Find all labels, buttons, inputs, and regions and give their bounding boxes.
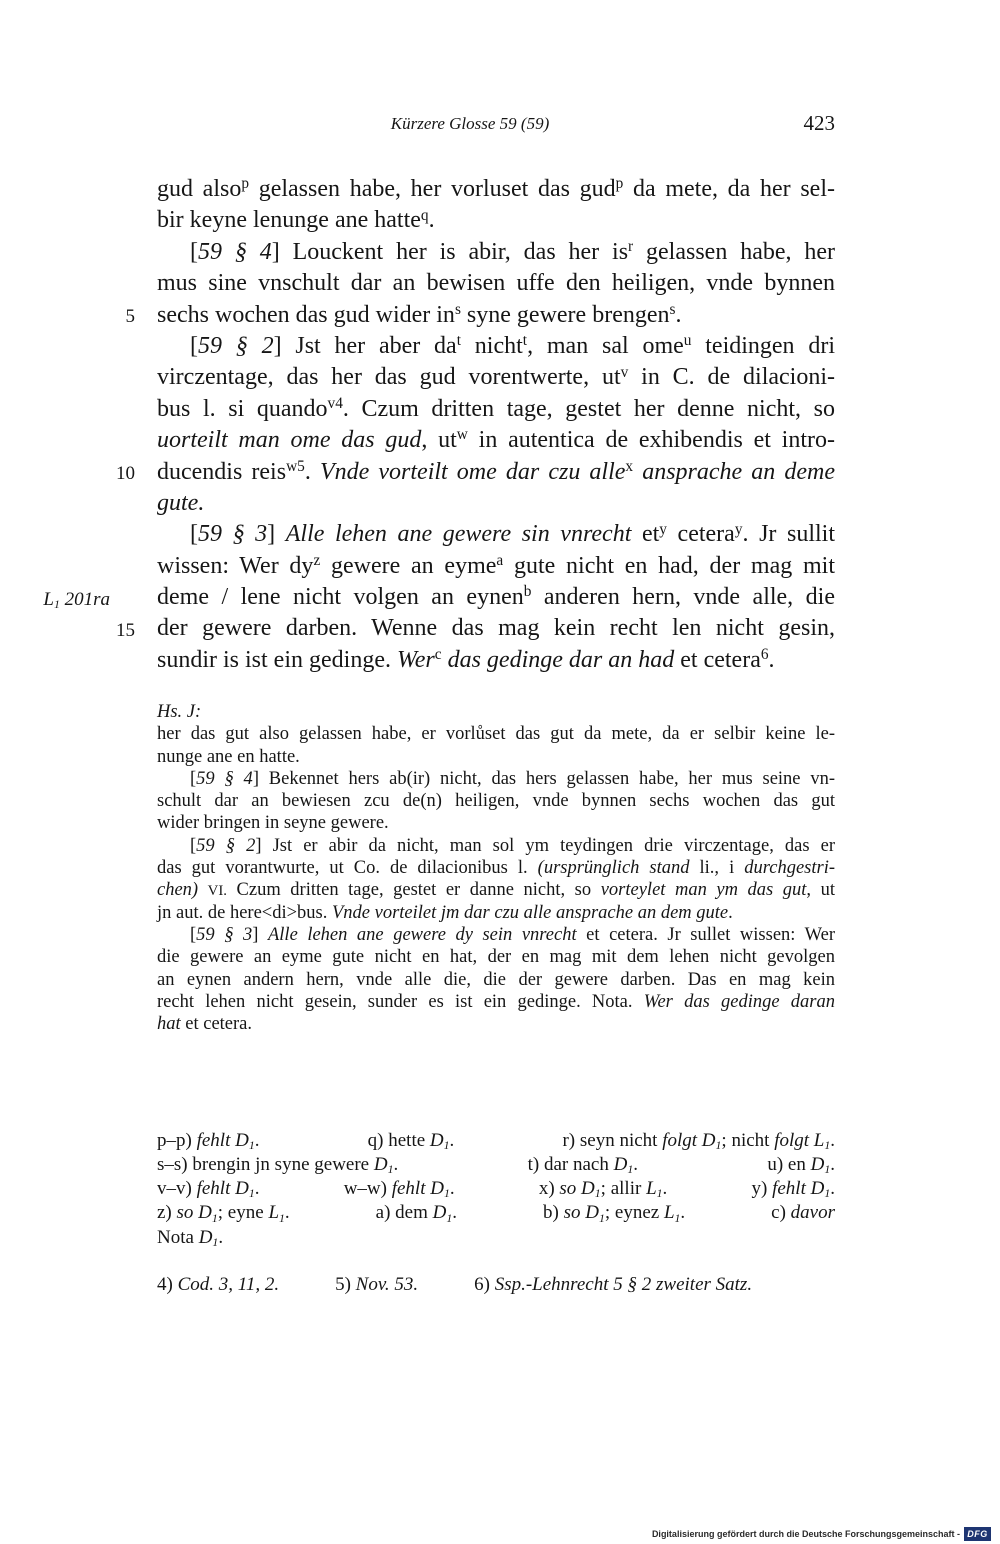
text-run: , ut	[421, 427, 457, 454]
footnote-item	[157, 1129, 259, 1153]
text-run: .	[830, 1129, 835, 1151]
text-run: .	[284, 1202, 290, 1224]
text-run: .	[449, 1178, 455, 1200]
text-run: 6)	[474, 1273, 495, 1295]
italic-run: L	[43, 588, 54, 610]
text-run: .	[830, 1153, 835, 1175]
footnote-row	[157, 1226, 835, 1250]
text-run: da mete, da her sel-	[623, 176, 835, 202]
text-run: bir keyne lenunge ane hatte	[157, 207, 421, 234]
small-caps-run: VI.	[207, 883, 227, 900]
text-run: [	[190, 521, 198, 548]
footnote-marker: w	[456, 426, 468, 444]
italic-run: fehlt D	[772, 1178, 825, 1200]
footnote-marker: p	[615, 175, 624, 193]
footnote-marker: s	[669, 300, 676, 318]
text-run: cetera	[666, 521, 735, 548]
source-note	[157, 1273, 279, 1297]
funding-footer	[652, 1527, 991, 1541]
italic-run: D	[198, 1226, 213, 1248]
text-run: .	[393, 1153, 399, 1175]
text-line	[157, 268, 835, 299]
siglum-subscript: 1	[824, 1138, 831, 1152]
italic-run: hat	[157, 1014, 181, 1035]
text-run: ] Louckent her is abir, das her is	[271, 238, 629, 265]
text-run: ] Jst er abir da nicht, man sol ym teydingen drie virczentage, das er	[255, 835, 836, 856]
italic-run: folgt L	[774, 1129, 825, 1151]
running-title: Kürzere Glosse 59 (59)	[390, 114, 550, 133]
folio-margin-note	[43, 584, 110, 615]
footnote-item	[543, 1201, 685, 1225]
text-line	[157, 331, 835, 362]
siglum-subscript: 1	[824, 1187, 831, 1201]
footnote-marker: q	[420, 206, 429, 224]
text-run: recht lehen nicht gesein, sunder es ist ein gedinge. Nota.	[157, 991, 644, 1012]
text-run: syne gewere brengen	[460, 301, 670, 328]
text-line	[157, 723, 835, 745]
footnote-item	[771, 1201, 835, 1225]
footnote-item	[528, 1153, 638, 1177]
text-run: jn aut. de here<di>bus.	[157, 902, 332, 923]
italic-run: 59 § 3	[198, 521, 268, 548]
footnote-item	[344, 1177, 455, 1201]
text-line	[157, 746, 835, 768]
text-run: , man sal ome	[527, 332, 684, 359]
text-run: [	[190, 332, 198, 359]
text-run: der gewere darben. Wenne das mag kein recht len nicht gesin,	[157, 615, 835, 642]
footnote-item	[767, 1153, 835, 1177]
footnote-item	[752, 1177, 835, 1201]
text-run: die gewere an eyme gute nicht en hat, der en mag mit dem lehen nicht gevolgen	[157, 947, 835, 968]
text-run: t) dar nach	[527, 1153, 614, 1175]
text-run: q) hette	[367, 1129, 430, 1151]
text-run: ] Jst her aber da	[273, 332, 457, 359]
siglum-subscript: 1	[443, 1138, 450, 1152]
text-run: .	[254, 1129, 260, 1151]
text-line	[157, 425, 835, 456]
dfg-logo: DFG	[964, 1527, 991, 1541]
source-note	[335, 1273, 418, 1297]
text-run: [	[190, 835, 197, 856]
footnote-item	[368, 1129, 455, 1153]
footnote-item	[157, 1201, 290, 1225]
text-run: p–p)	[157, 1129, 197, 1151]
italic-run: L	[646, 1178, 657, 1200]
text-run: u) en	[767, 1153, 811, 1175]
italic-run: D	[810, 1153, 825, 1175]
text-line	[43, 582, 835, 613]
page-number: 423	[803, 111, 835, 135]
text-run: x)	[538, 1178, 560, 1200]
funding-notice: Digitalisierung gefördert durch die Deutsche Forschungsgemeinschaft -	[651, 1529, 960, 1539]
manuscript-j-variant-text	[157, 701, 835, 1035]
text-run: z)	[157, 1202, 177, 1224]
text-run: w–w)	[343, 1178, 392, 1200]
text-run: ; allir	[600, 1178, 647, 1200]
text-run: .	[768, 646, 775, 673]
text-line	[157, 790, 835, 812]
text-line	[157, 237, 835, 268]
footnote-item	[157, 1226, 223, 1250]
text-line	[157, 519, 835, 550]
italic-run: 59 § 3	[196, 924, 253, 945]
text-run: ]	[252, 924, 268, 945]
siglum-subscript: 1	[674, 1211, 681, 1225]
italic-run: ansprache an deme	[633, 458, 836, 485]
text-run: .	[254, 1178, 260, 1200]
italic-run: L	[663, 1202, 675, 1224]
text-run: .	[680, 1202, 686, 1224]
text-run: das gut vorantwurte, ut Co. de dilacionibus l.	[157, 858, 538, 879]
footnote-marker: u	[683, 332, 692, 350]
footnote-marker: z	[313, 552, 321, 570]
italic-run: Ssp.-Lehnrecht 5 § 2 zweiter Satz.	[494, 1273, 753, 1295]
text-line	[157, 394, 835, 425]
footnote-marker: v4	[327, 395, 343, 413]
footnote-marker: t	[456, 332, 461, 350]
italic-run: gute.	[157, 489, 205, 516]
text-line	[157, 812, 835, 834]
footnote-marker: y	[734, 520, 743, 538]
text-run: et cetera.	[180, 1014, 253, 1035]
footnote-marker: y	[659, 520, 667, 538]
italic-run: vorteylet man ym das gut	[600, 880, 807, 901]
footnote-marker: w5	[286, 457, 305, 475]
siglum-subscript: 1	[248, 1138, 255, 1152]
siglum-subscript: 1	[212, 1235, 219, 1249]
footnote-row	[157, 1129, 835, 1153]
siglum-subscript: 1	[279, 1211, 285, 1225]
text-run: ; eyne	[217, 1202, 269, 1224]
text-run: ducendis reis	[157, 458, 287, 485]
siglum-subscript: 1	[446, 1211, 453, 1225]
italic-run: D	[613, 1153, 628, 1175]
text-run: et cetera. Jr sullet wissen: Wer	[576, 924, 835, 945]
text-run: wissen: Wer dy	[157, 552, 314, 579]
text-line	[157, 645, 835, 676]
italic-run: chen)	[157, 880, 199, 901]
italic-run: fehlt D	[196, 1129, 249, 1151]
italic-run: Wer das gedinge daran	[643, 991, 835, 1012]
footnote-row	[157, 1201, 835, 1225]
italic-run: D	[432, 1202, 447, 1224]
text-run: .	[662, 1178, 668, 1200]
text-run: [	[190, 768, 197, 789]
siglum-subscript: 1	[594, 1187, 601, 1201]
text-run: c)	[771, 1202, 791, 1224]
italic-run: Cod. 3, 11, 2.	[177, 1273, 280, 1295]
footnote-marker: r	[628, 238, 634, 256]
text-run: in C. de dilacioni-	[628, 364, 835, 391]
text-run: .	[675, 301, 682, 328]
text-run: gute nicht en had, der mag mit	[503, 552, 836, 579]
text-line	[157, 991, 835, 1013]
text-run: mus sine vnschult dar an bewisen uffe den heiligen, vnde bynnen	[157, 270, 835, 297]
footnote-item	[157, 1153, 398, 1177]
siglum-subscript: 1	[211, 1211, 218, 1225]
text-run: .	[428, 207, 435, 234]
text-line	[116, 457, 836, 488]
text-run: .	[218, 1226, 224, 1248]
text-run: , ut	[806, 880, 835, 901]
text-line	[157, 488, 835, 519]
text-run: b)	[543, 1202, 564, 1224]
footnote-marker: a	[496, 552, 504, 570]
siglum-subscript: 1	[824, 1163, 831, 1177]
text-run: gelassen habe, her	[633, 238, 836, 265]
italic-run: folgt D	[662, 1129, 716, 1151]
footnote-marker: x	[625, 457, 634, 475]
italic-run: durchgestri-	[744, 858, 835, 879]
italic-run: 59 § 4	[196, 768, 253, 789]
text-run: anderen hern, vnde alle, die	[531, 584, 835, 611]
text-line	[157, 768, 835, 790]
main-text	[43, 174, 836, 676]
text-run: an eynen andern hern, vnde alle die, die der gewere darben. Das en mag kein	[157, 969, 835, 990]
text-run: .	[449, 1129, 455, 1151]
text-run: bus l. si quando	[157, 395, 328, 422]
footnote-marker: b	[523, 583, 532, 601]
text-run: sechs wochen das gud wider in	[157, 301, 455, 328]
text-line	[157, 969, 835, 991]
text-run: Czum dritten tage, gestet er danne nicht, so	[226, 880, 601, 901]
italic-run: so D	[176, 1202, 212, 1224]
text-run: deme / lene nicht volgen an eynen	[157, 584, 524, 611]
italic-run: Vnde vorteilet jm dar czu alle ansprache an dem gute	[332, 902, 729, 923]
footnote-row	[157, 1153, 835, 1177]
text-run: et cetera	[674, 646, 761, 673]
italic-run: fehlt D	[196, 1178, 249, 1200]
text-run: [	[190, 238, 198, 265]
text-line	[157, 879, 835, 901]
text-run: v–v)	[157, 1178, 197, 1200]
text-run: 4)	[157, 1273, 178, 1295]
footnote-item	[562, 1129, 835, 1153]
text-run	[198, 880, 208, 900]
text-line	[157, 946, 835, 968]
text-run: . Czum dritten tage, gestet her denne nicht, so	[342, 395, 835, 422]
text-line	[157, 1013, 835, 1035]
text-run: in autentica de exhibendis et intro-	[467, 427, 835, 454]
siglum-subscript: 1	[248, 1187, 255, 1201]
text-run: virczentage, das her das gud vorentwerte, ut	[157, 364, 621, 391]
siglum-subscript: 1	[627, 1163, 634, 1177]
text-run: .	[452, 1202, 458, 1224]
italic-run: so D	[563, 1202, 599, 1224]
italic-run: (ursprünglich stand	[537, 858, 690, 879]
text-line	[125, 300, 835, 331]
italic-run: 201ra	[59, 588, 110, 610]
italic-run: Vnde vorteilt ome dar czu alle	[319, 458, 626, 485]
text-line	[157, 857, 835, 879]
footnote-marker: c	[434, 646, 442, 664]
italic-run: Alle lehen ane gewere dy sein vnrecht	[267, 924, 577, 945]
text-run: a) dem	[375, 1202, 433, 1224]
text-line	[157, 924, 835, 946]
source-note	[474, 1273, 752, 1297]
text-run: [	[190, 924, 197, 945]
italic-run: so D	[559, 1178, 595, 1200]
line-number: 15	[116, 619, 135, 641]
footnote-marker: v	[620, 363, 629, 381]
text-run: schult dar an bewiesen zcu de(n) heiligen, vnde bynnen sechs wochen das gut	[157, 791, 835, 812]
siglum-subscript: 1	[53, 597, 60, 611]
text-run: ; eynez	[604, 1202, 664, 1224]
text-run: . Jr sullit	[742, 521, 835, 548]
text-run: ]	[267, 521, 286, 548]
footnote-marker: s	[454, 300, 461, 318]
italic-run: 59 § 4	[198, 238, 272, 265]
text-run: gelassen habe, her vorluset das gud	[249, 176, 616, 202]
text-run: s–s) brengin jn syne gewere	[157, 1153, 374, 1175]
text-line	[157, 835, 835, 857]
italic-run: 59 § 2	[198, 332, 274, 359]
italic-run: Alle lehen ane gewere sin vnrecht	[285, 521, 632, 548]
footnote-item	[539, 1177, 667, 1201]
italic-run: Wer	[396, 646, 435, 673]
text-run: li., i	[689, 858, 745, 879]
italic-run: Nov. 53.	[355, 1273, 419, 1295]
siglum-subscript: 1	[656, 1187, 663, 1201]
footnote-marker: p	[241, 175, 250, 193]
text-run: nicht	[461, 332, 523, 359]
line-number: 5	[125, 306, 135, 328]
siglum-subscript: 1	[715, 1138, 722, 1152]
italic-run: davor	[790, 1202, 835, 1224]
text-run: et	[631, 521, 660, 548]
siglum-subscript: 1	[598, 1211, 605, 1225]
text-run: gud also	[157, 176, 242, 202]
text-run: ; nicht	[721, 1129, 775, 1151]
footnote-item	[157, 1177, 259, 1201]
source-notes	[157, 1273, 835, 1297]
text-line	[157, 205, 835, 236]
italic-run: 59 § 2	[196, 835, 256, 856]
text-line	[157, 551, 835, 582]
text-run: gewere an eyme	[320, 552, 497, 579]
italic-run: Hs. J:	[157, 702, 202, 722]
text-line	[116, 613, 835, 644]
footnote-marker: t	[522, 332, 528, 350]
text-run: ] Bekennet hers ab(ir) nicht, das hers gelassen habe, her mus seine vn-	[252, 768, 835, 789]
footnote-item	[376, 1201, 457, 1225]
text-run: teidingen dri	[691, 332, 836, 359]
text-run: 5)	[335, 1273, 356, 1295]
text-run: .	[304, 458, 320, 485]
italic-run: D	[373, 1153, 388, 1175]
text-line	[157, 902, 835, 924]
text-run: sundir is ist ein gedinge.	[157, 646, 397, 673]
footnote-marker: 6	[760, 646, 769, 664]
italic-run: L	[268, 1202, 280, 1224]
footnote-row	[157, 1177, 835, 1201]
text-run: r) seyn nicht	[562, 1129, 663, 1151]
text-run: y)	[751, 1178, 773, 1200]
italic-run: fehlt D	[391, 1178, 444, 1200]
text-run: .	[830, 1178, 835, 1200]
critical-apparatus	[157, 1129, 835, 1250]
text-run: her das gut also gelassen habe, er vorlůset das gut da mete, da er selbir keine le-	[157, 724, 835, 745]
text-run: nunge ane en hatte.	[157, 746, 300, 767]
text-line	[157, 701, 835, 723]
italic-run: uorteilt man ome das gud	[157, 427, 422, 454]
text-line	[157, 174, 835, 205]
text-run: .	[728, 902, 733, 923]
text-run: wider bringen in seyne gewere.	[157, 813, 389, 834]
siglum-subscript: 1	[387, 1163, 394, 1177]
siglum-subscript: 1	[443, 1187, 450, 1201]
italic-run: D	[429, 1129, 444, 1151]
text-run: .	[633, 1153, 638, 1175]
text-run: Nota	[157, 1226, 199, 1248]
italic-run: das gedinge dar an had	[441, 646, 675, 673]
text-line	[157, 362, 835, 393]
line-number: 10	[116, 463, 135, 485]
